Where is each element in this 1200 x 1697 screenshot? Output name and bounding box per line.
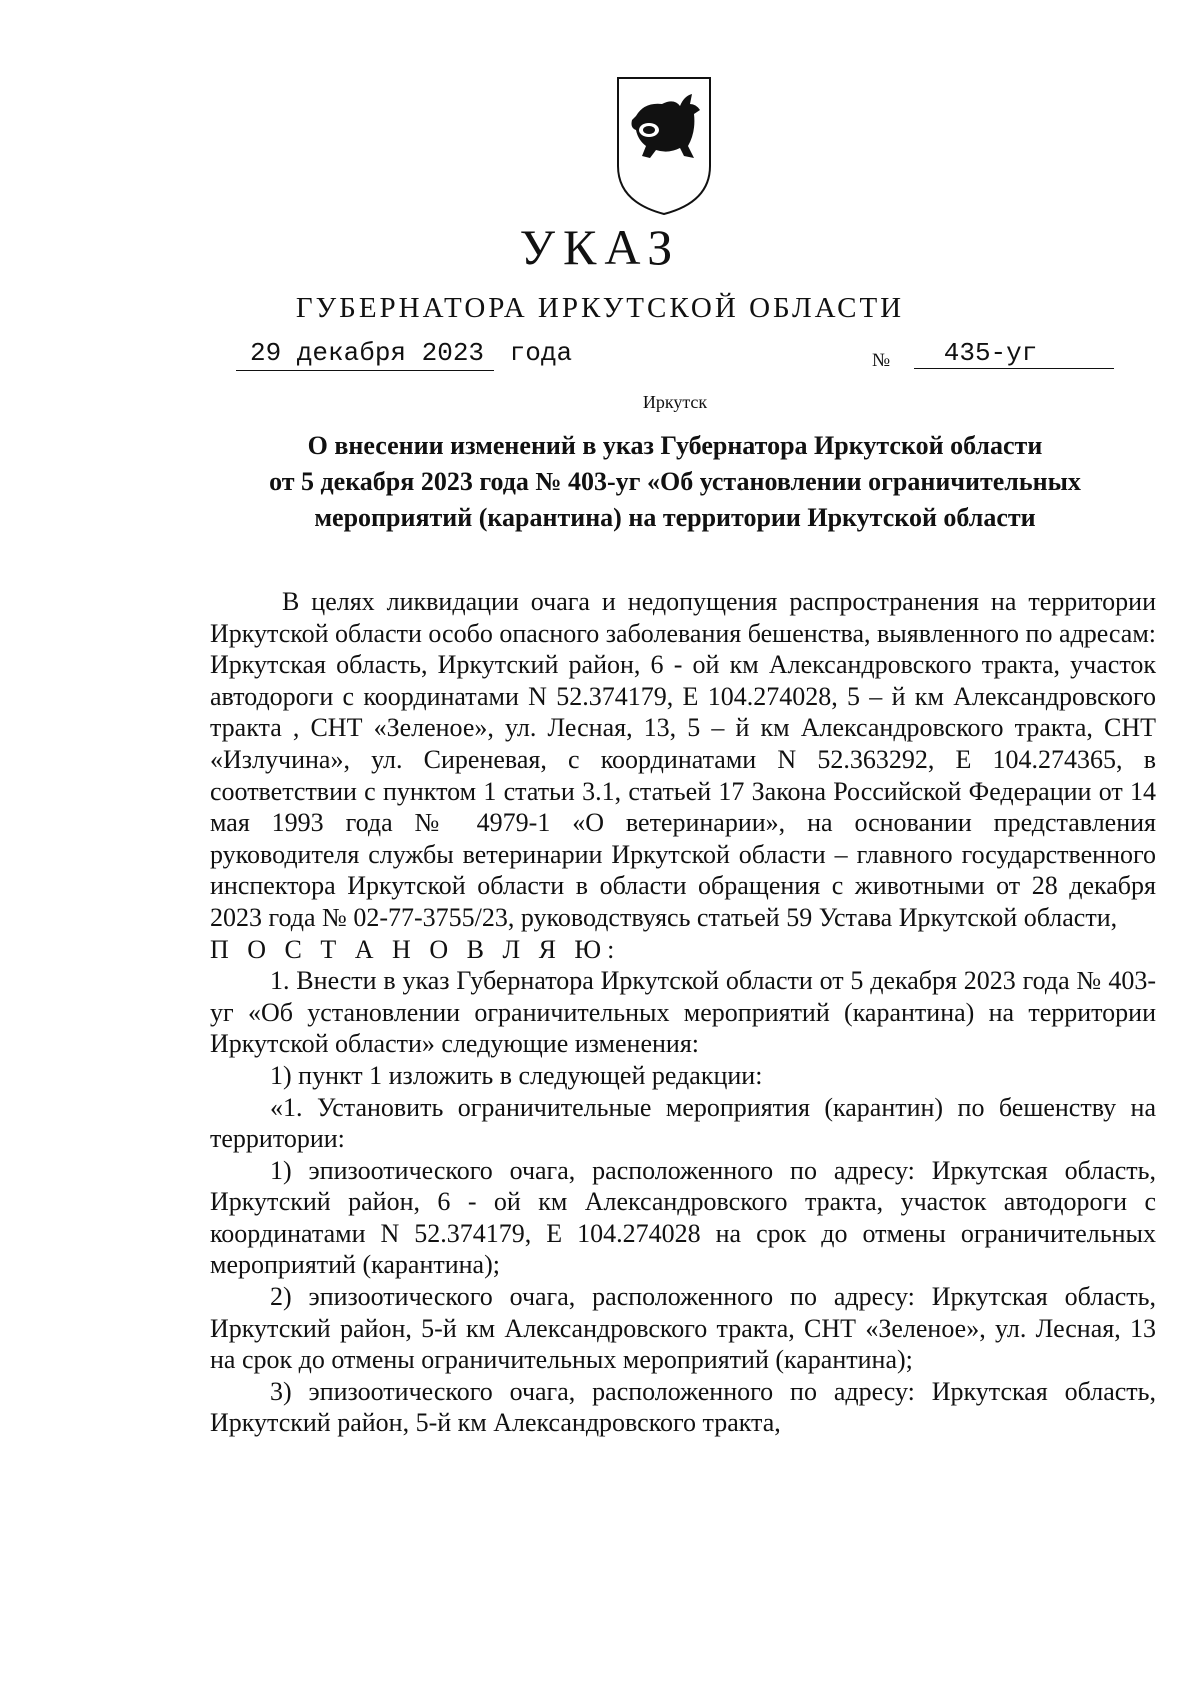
number-sign: № xyxy=(872,350,891,371)
coat-of-arms-emblem xyxy=(614,74,714,216)
heading-line: О внесении изменений в указ Губернатора Иркутской области xyxy=(307,431,1043,460)
body-paragraph: 3) эпизоотического очага, расположенного по адресу: Иркутская область, Иркутский район, 5-й км Александровского тракта, xyxy=(210,1376,1156,1438)
document-body xyxy=(210,586,1156,1439)
heading-line: мероприятий (карантина) на территории Иркутской области xyxy=(314,503,1036,532)
body-paragraph: 1) пункт 1 изложить в следующей редакции: xyxy=(270,1060,763,1090)
body-paragraph: 2) эпизоотического очага, расположенного по адресу: Иркутская область, Иркутский район, 5-й км Александровского тракта, СНТ «Зеленое», ул. Лесная, 13 на срок до отмены ограничительных мероприятий (карантина); xyxy=(210,1282,1156,1375)
body-paragraph: «1. Установить ограничительные мероприятия (карантин) по бешенству на территории: xyxy=(210,1092,1156,1154)
decree-word: П О С Т А Н О В Л Я Ю: xyxy=(210,934,621,964)
decree-date xyxy=(236,338,572,371)
heading-line: от 5 декабря 2023 года № 403-уг «Об установлении ограничительных xyxy=(269,467,1081,496)
date-suffix: года xyxy=(509,338,573,368)
document-title: УКАЗ xyxy=(519,219,681,275)
decree-heading xyxy=(200,428,1150,536)
document-subtitle: ГУБЕРНАТОРА ИРКУТСКОЙ ОБЛАСТИ xyxy=(295,292,905,324)
decree-number xyxy=(872,338,1114,372)
city-name: Иркутск xyxy=(642,392,708,412)
number-value: 435-уг xyxy=(914,338,1114,369)
date-value: 29 декабря 2023 xyxy=(236,338,494,371)
body-paragraph: 1. Внести в указ Губернатора Иркутской области от 5 декабря 2023 года № 403-уг «Об установлении ограничительных мероприятий (карантина) на территории Иркутской области» следующие изменения: xyxy=(210,966,1156,1059)
body-paragraph: 1) эпизоотического очага, расположенного по адресу: Иркутская область, Иркутский район, 6 - ой км Александровского тракта, участок автодороги с координатами N 52.374179, Е 104.274028 на срок до отмены ограничительных мероприятий (карантина); xyxy=(210,1155,1156,1280)
preamble-paragraph: В целях ликвидации очага и недопущения распространения на территории Иркутской области особо опасного заболевания бешенства, выявленного по адресам: Иркутская область, Иркутский район, 6 - ой км Александровского тракта, участок автодороги с координатами N 52.374179, Е 104.274028, 5 – й км Александровского тракта , СНТ «Зеленое», ул. Лесная, 13, 5 – й км Александровского тракта, СНТ «Излучина», ул. Сиреневая, с координатами N 52.363292, Е 104.274365, в соответствии с пунктом 1 статьи 3.1, статьей 17 Закона Российской Федерации от 14 мая 1993 года № 4979-1 «О ветеринарии», на основании представления руководителя службы ветеринарии Иркутской области – главного государственного инспектора Иркутской области в области обращения с животными от 28 декабря 2023 года № 02-77-3755/23, руководствуясь статьей 59 Устава Иркутской области, xyxy=(210,587,1156,932)
